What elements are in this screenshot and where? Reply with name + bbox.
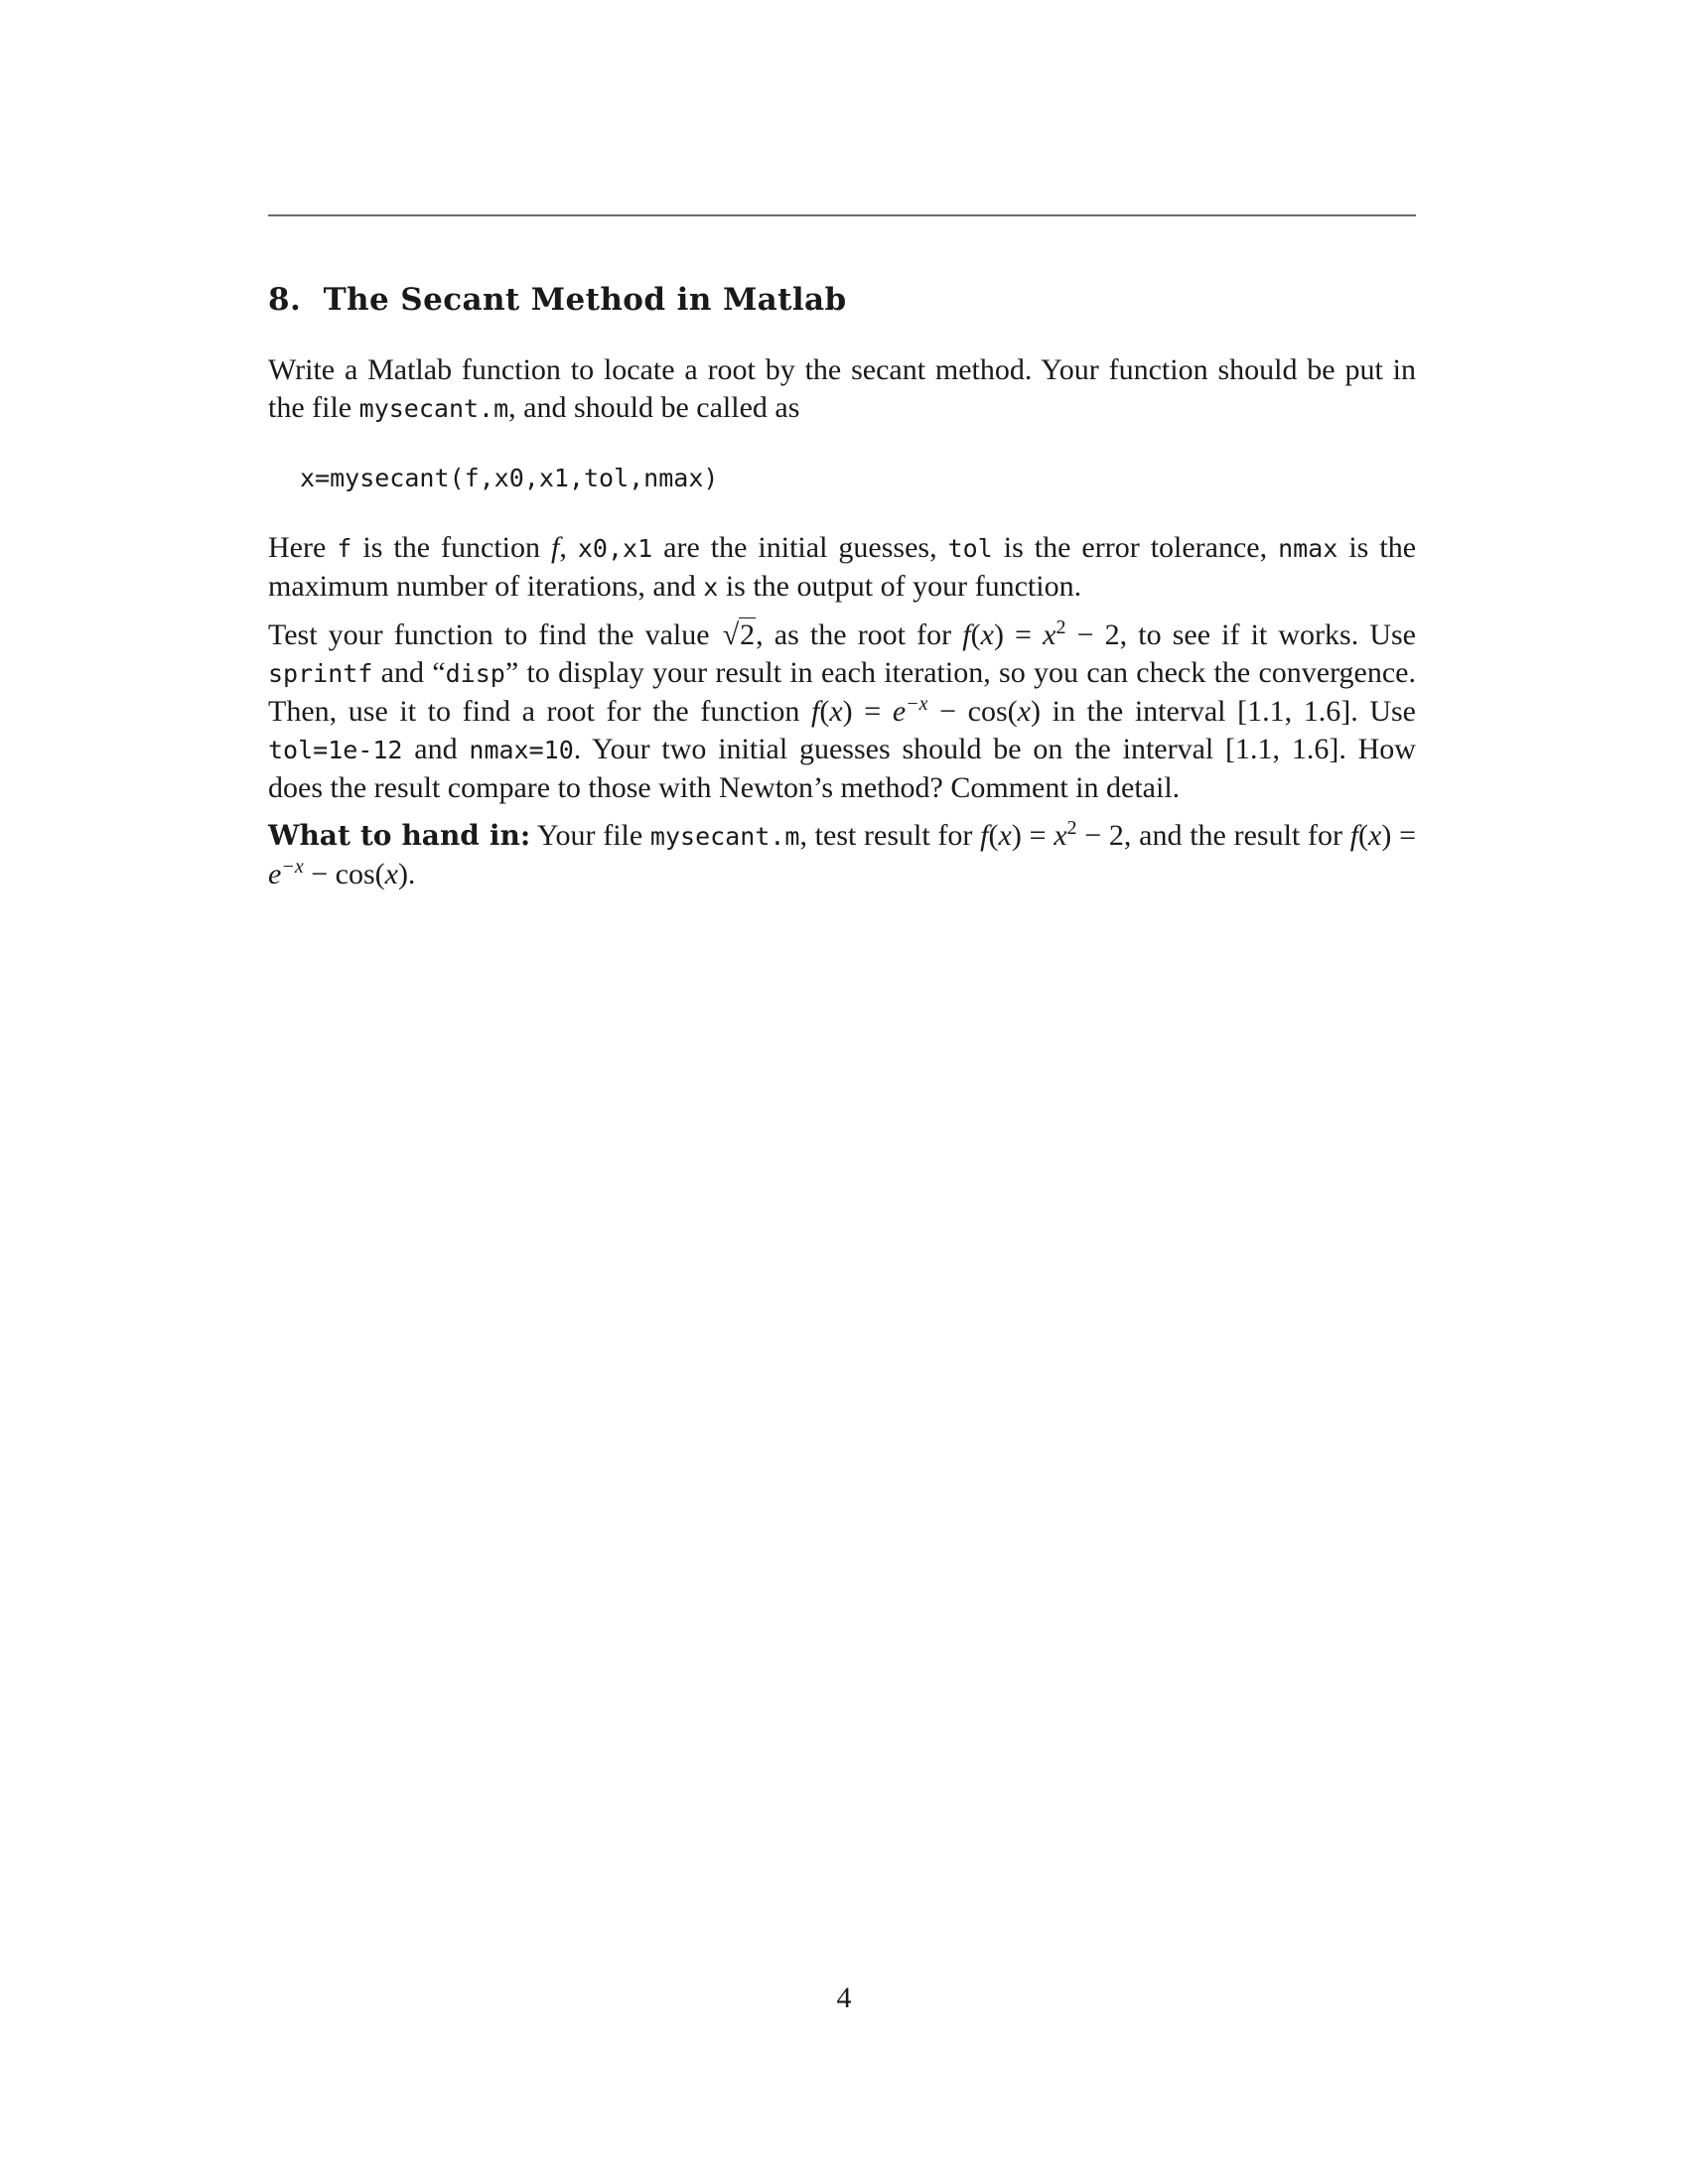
inline-code: nmax [1278, 534, 1338, 563]
math-symbol: x [1368, 819, 1382, 852]
inline-code: x0,x1 [577, 534, 653, 563]
text-run: − 2, to see if it works. Use [1065, 618, 1416, 651]
paragraph-hand-in [268, 817, 1416, 893]
inline-code-filename: mysecant.m [358, 394, 509, 423]
section-body [268, 351, 1416, 893]
math-symbol: x [829, 695, 843, 728]
text-run: ( [1358, 819, 1369, 852]
text-run: , and should be called as [508, 391, 800, 424]
text-run: is the function [352, 531, 552, 564]
text-run: , test result for [799, 819, 981, 852]
superscript: −x [281, 856, 304, 878]
section-heading [268, 282, 847, 318]
hand-in-label: What to hand in: [268, 819, 531, 852]
text-run: ) = [1381, 819, 1417, 852]
text-run: Write a Matlab function to locate a root by the secant method. Your function should be put in the file [268, 353, 1416, 424]
inline-code: tol [947, 534, 993, 563]
math-symbol: e [268, 858, 282, 890]
text-run: , [559, 531, 578, 564]
text-run: is the output of your function. [718, 570, 1082, 603]
radicand: 2 [740, 618, 756, 651]
text-run: ) in the interval [1.1, 1.6]. Use [1031, 695, 1416, 728]
inline-code: nmax=10 [469, 736, 574, 764]
math-symbol: x [998, 819, 1012, 852]
text-run: are the initial guesses, [652, 531, 948, 564]
radical-sign: √ [722, 618, 740, 651]
inline-code: sprintf [268, 659, 373, 688]
math-symbol: x [1043, 618, 1056, 651]
text-run: and [402, 733, 470, 765]
inline-code: disp [445, 659, 505, 688]
inline-code: f [337, 534, 352, 563]
text-run: ( [970, 618, 981, 651]
math-symbol: f [962, 618, 971, 651]
section-number: 8. [268, 282, 302, 318]
math-symbol: x [1054, 819, 1067, 852]
text-run: ( [988, 819, 999, 852]
code-block: x=mysecant(f,x0,x1,tol,nmax) [300, 464, 719, 492]
math-symbol: x [1017, 695, 1031, 728]
text-run: ) = [993, 618, 1044, 651]
superscript: 2 [1055, 616, 1066, 638]
text-run: , as the root for [756, 618, 963, 651]
text-run: ( [819, 695, 830, 728]
paragraph-arguments [268, 529, 1416, 607]
text-run: ). [397, 858, 416, 890]
paragraph-intro [268, 351, 1416, 428]
math-symbol: f [551, 531, 560, 564]
superscript: 2 [1066, 817, 1077, 839]
math-symbol: f [980, 819, 989, 852]
math-symbol: f [1349, 819, 1359, 852]
text-run: Your file [530, 819, 650, 852]
inline-code-filename: mysecant.m [649, 822, 800, 851]
text-run: Test your function to find the value [268, 618, 721, 651]
math-symbol: x [980, 618, 994, 651]
paragraph-test-instructions [268, 616, 1416, 807]
inline-code: tol=1e-12 [268, 736, 403, 764]
section-title-text: The Secant Method in Matlab [323, 282, 847, 318]
text-run: Here [268, 531, 338, 564]
text-run: . Your two initial guesses should be on the interval [1.1, 1.6]. How does the result compare to those with Newton’s method? Comment in detail. [268, 733, 1416, 804]
math-symbol: x [384, 858, 398, 890]
text-run: ) = [1011, 819, 1055, 852]
text-run: ” to display your result in each iteration, so you can check the convergence. Then, use it to find a root for the function [268, 656, 1417, 728]
inline-code: x [703, 573, 719, 602]
text-run: − 2, and the result for [1076, 819, 1350, 852]
text-run: is the error tolerance, [992, 531, 1279, 564]
square-root [721, 616, 756, 654]
text-run: is the maximum number of iterations, and [268, 531, 1417, 603]
math-symbol: f [810, 695, 820, 728]
header-rule [268, 214, 1416, 216]
text-run: ) = [842, 695, 893, 728]
text-run: and “ [372, 656, 446, 689]
text-run: − cos( [303, 858, 385, 890]
superscript: −x [906, 693, 928, 715]
page-number: 4 [836, 1981, 852, 2014]
text-run: − cos( [927, 695, 1018, 728]
math-symbol: e [892, 695, 907, 728]
